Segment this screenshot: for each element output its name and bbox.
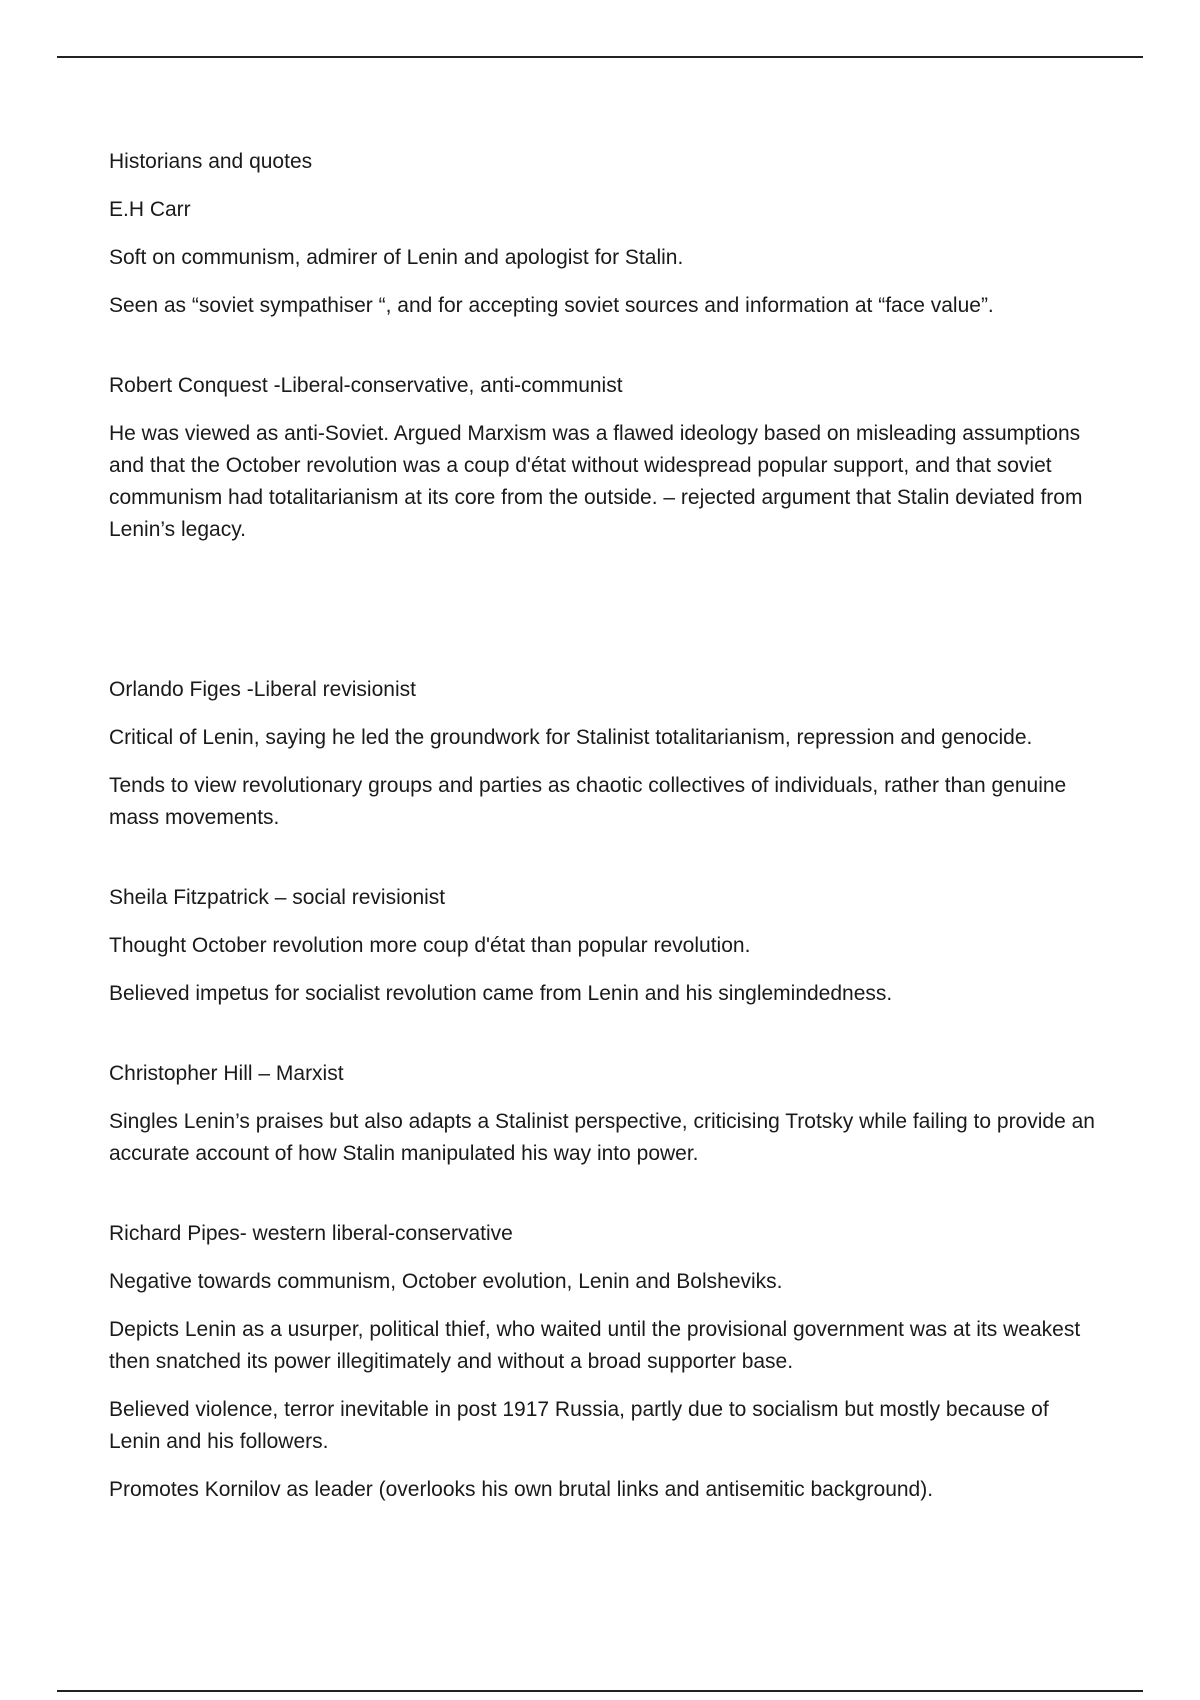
paragraph: Singles Lenin’s praises but also adapts a Stalinist perspective, criticising Trotsky while failing to provide an accurate account of how Stalin manipulated his way into power. [109,1110,1095,1165]
spacer [109,1186,1099,1218]
spacer [109,850,1099,882]
paragraph: Believed violence, terror inevitable in post 1917 Russia, partly due to socialism but mostly because of Lenin and his followers. [109,1398,1049,1453]
spacer [109,562,1099,674]
section-heading: E.H Carr [109,198,191,221]
paragraph: Believed impetus for socialist revolution came from Lenin and his singlemindedness. [109,982,893,1005]
section-orlando-figes [109,674,1099,834]
paragraph: Promotes Kornilov as leader (overlooks his own brutal links and antisemitic background). [109,1478,934,1501]
section-heading: Richard Pipes- western liberal-conservative [109,1222,513,1245]
section-christopher-hill [109,1058,1099,1170]
paragraph: Depicts Lenin as a usurper, political thief, who waited until the provisional government was at its weakest then snatched its power illegitimately and without a broad supporter base. [109,1318,1081,1373]
section-robert-conquest [109,370,1099,546]
section-sheila-fitzpatrick [109,882,1099,1010]
section-eh-carr [109,194,1099,322]
page-title: Historians and quotes [109,150,313,173]
header-rule [57,56,1143,58]
spacer [109,338,1099,370]
section-heading: Sheila Fitzpatrick – social revisionist [109,886,446,909]
paragraph: Seen as “soviet sympathiser “, and for accepting soviet sources and information at “face value”. [109,294,994,317]
spacer [109,1026,1099,1058]
footer-rule [57,1690,1143,1692]
section-heading: Robert Conquest -Liberal-conservative, anti-communist [109,374,623,397]
section-heading: Christopher Hill – Marxist [109,1062,344,1085]
section-richard-pipes [109,1218,1099,1506]
paragraph: Tends to view revolutionary groups and parties as chaotic collectives of individuals, rather than genuine mass movements. [109,774,1067,829]
section-heading: Orlando Figes -Liberal revisionist [109,678,416,701]
paragraph: Critical of Lenin, saying he led the groundwork for Stalinist totalitarianism, repression and genocide. [109,726,1033,749]
document-body [109,146,1099,1522]
paragraph: Negative towards communism, October evolution, Lenin and Bolsheviks. [109,1270,783,1293]
paragraph: Soft on communism, admirer of Lenin and apologist for Stalin. [109,246,684,269]
paragraph: He was viewed as anti-Soviet. Argued Marxism was a flawed ideology based on misleading assumptions and that the October revolution was a coup d'état without widespread popular support, and that soviet communism had totalitarianism at its core from the outside. – rejected argument that Stalin deviated from Lenin’s legacy. [109,422,1083,541]
paragraph: Thought October revolution more coup d'état than popular revolution. [109,934,751,957]
